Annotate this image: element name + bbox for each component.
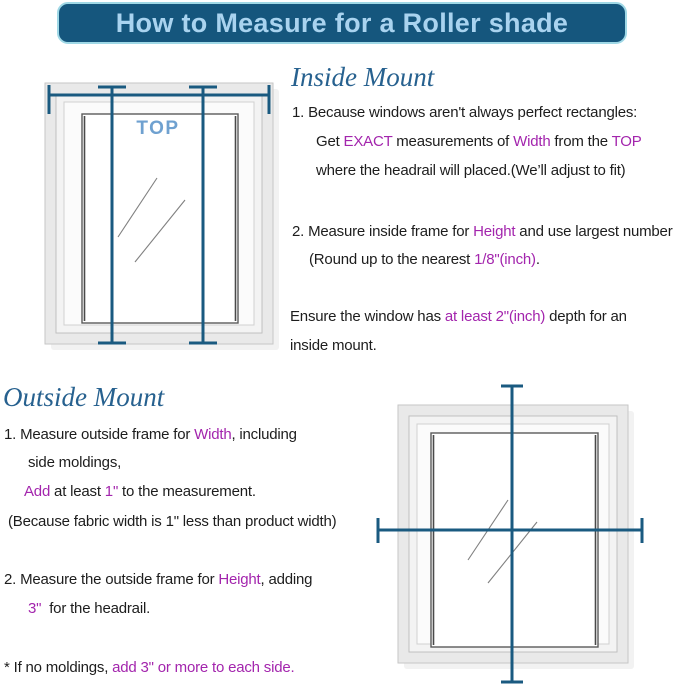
text-segment: inside mount. (290, 337, 377, 354)
page-title: How to Measure for a Roller shade (115, 7, 569, 38)
text-segment: Height (218, 571, 261, 588)
text-segment: 2. Measure inside frame for (292, 223, 474, 240)
window-glass (82, 114, 238, 323)
text-segment: 1" (104, 483, 119, 500)
text-segment: Height (473, 223, 516, 240)
text-segment: measurements of (392, 133, 514, 150)
text-segment: 1. Because windows aren't always perfect rectangles: (292, 104, 638, 121)
title-banner (57, 2, 627, 44)
text-segment: , adding (260, 571, 313, 588)
text-segment: 1/8"(inch) (474, 251, 536, 268)
text-segment: (Round up to the nearest (309, 251, 475, 268)
inside-step1-line1 (292, 104, 637, 122)
outside-step2-line1 (4, 571, 312, 589)
text-segment: at least 2"(inch) (444, 308, 546, 325)
text-segment: (Because fabric width is 1" less than product width) (8, 513, 337, 530)
inside-note-line2 (290, 337, 377, 355)
text-segment: Get (316, 133, 344, 150)
inside-step2-line2 (309, 251, 540, 269)
text-segment: Add (24, 483, 51, 500)
text-segment: Width (513, 133, 551, 150)
text-segment: Width (194, 426, 232, 443)
text-segment: TOP (611, 133, 642, 150)
outside-step1-line3 (24, 483, 256, 501)
text-segment: for the headrail. (41, 600, 151, 617)
top-label: TOP (136, 118, 180, 139)
outside-step1-line4 (8, 513, 336, 531)
outside-mount-window-diagram (365, 378, 655, 688)
text-segment: * If no moldings, (4, 659, 113, 676)
inside-step1-line3 (316, 162, 625, 180)
text-segment: to the measurement. (118, 483, 256, 500)
outside-mount-heading: Outside Mount (3, 382, 165, 412)
text-segment: at least (50, 483, 105, 500)
inside-mount-window-diagram (25, 70, 290, 360)
text-segment: depth for an (545, 308, 627, 325)
outside-note-line (4, 659, 294, 677)
text-segment: Ensure the window has (290, 308, 445, 325)
text-segment: , including (231, 426, 297, 443)
text-segment: and use largest number (515, 223, 673, 240)
text-segment: EXACT (343, 133, 393, 150)
inside-step1-line2 (316, 133, 642, 151)
outside-step1-line2 (28, 454, 121, 472)
text-segment: from the (550, 133, 612, 150)
outside-step2-line2 (28, 600, 150, 618)
text-segment: 3" (28, 600, 42, 617)
inside-note-line1 (290, 308, 627, 326)
text-segment: side moldings, (28, 454, 122, 471)
text-segment: where the headrail will placed.(We’ll adjust to fit) (316, 162, 626, 179)
text-segment: 2. Measure the outside frame for (4, 571, 219, 588)
outside-step1-line1 (4, 426, 297, 444)
inside-mount-heading: Inside Mount (291, 62, 435, 92)
text-segment: add 3" or more to each side. (112, 659, 295, 676)
window-illustration (398, 405, 634, 669)
window-glass (431, 433, 598, 647)
inside-step2-line1 (292, 223, 673, 241)
text-segment: 1. Measure outside frame for (4, 426, 195, 443)
text-segment: . (535, 251, 540, 268)
